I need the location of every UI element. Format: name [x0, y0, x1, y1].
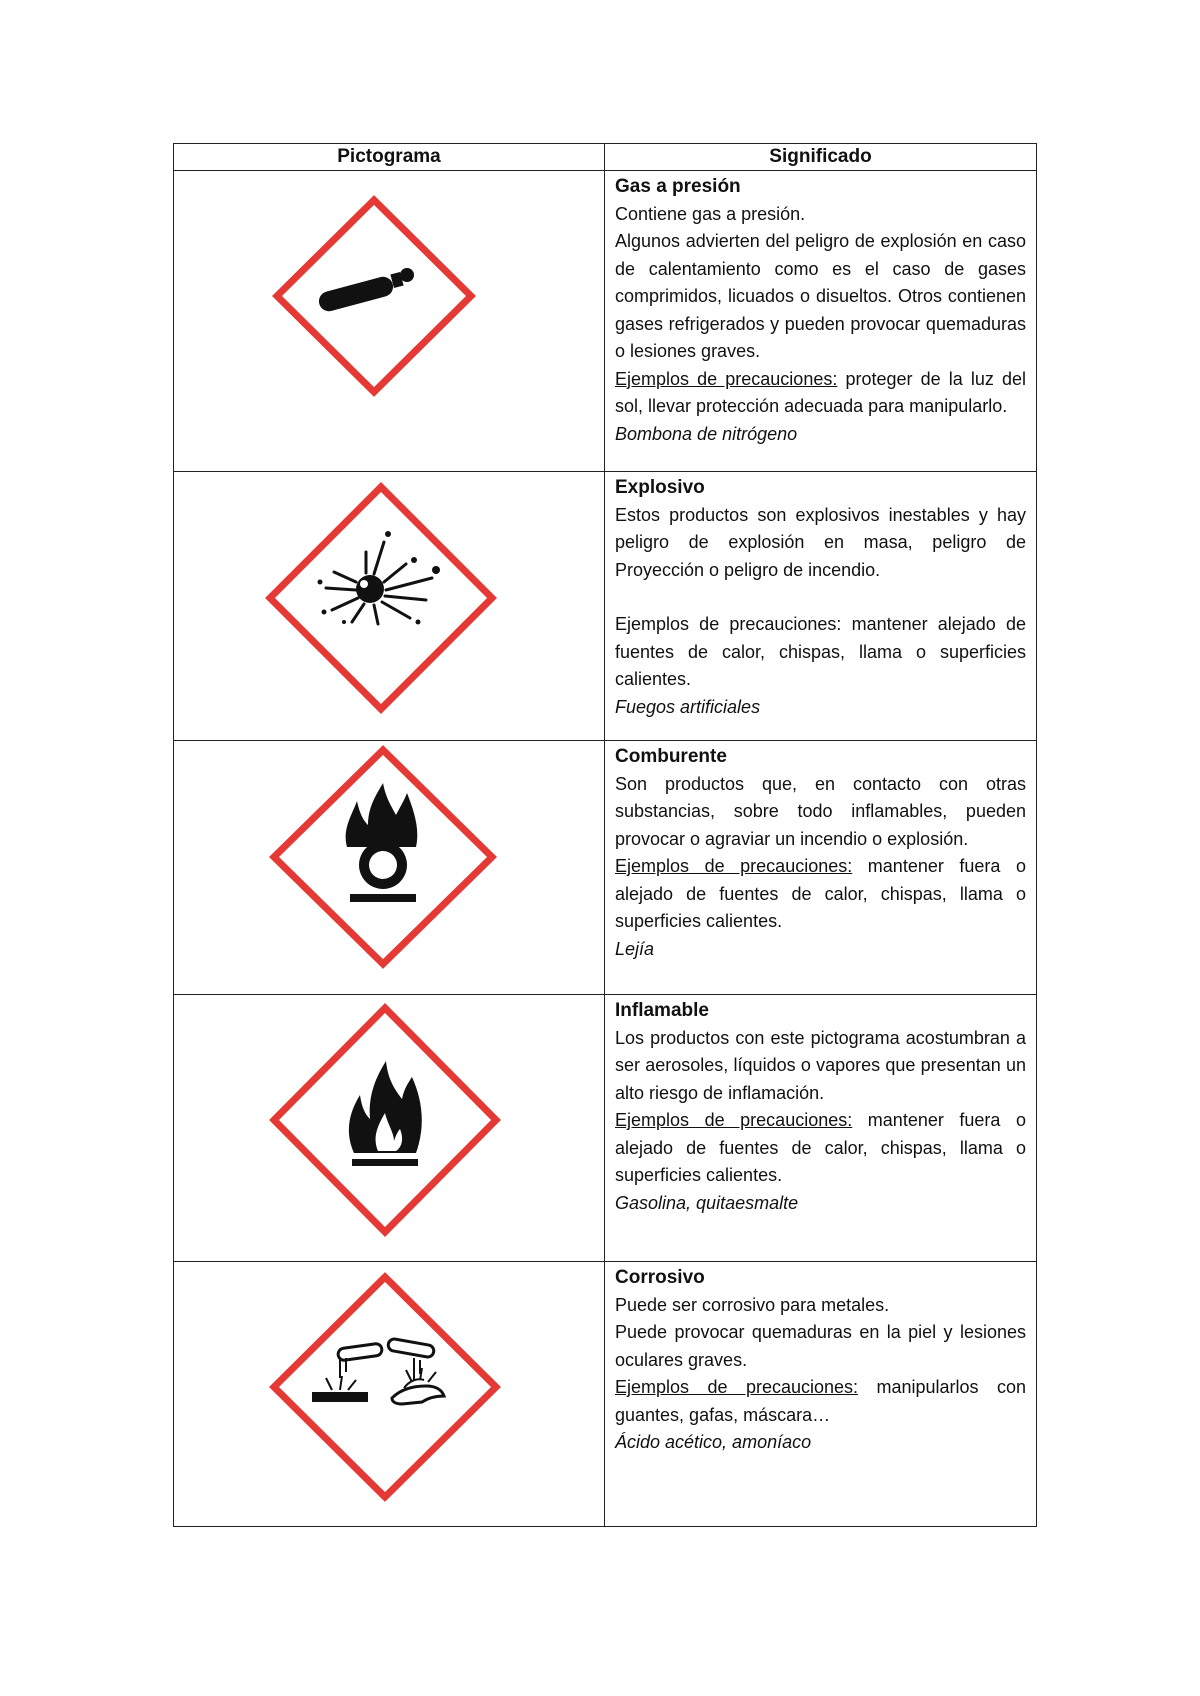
description: Los productos con este pictograma acostumbran a ser aerosoles, líquidos o vapores que presentan un alto riesgo de inflamación.	[615, 1027, 1026, 1103]
exploding-bomb-pictogram-icon	[174, 472, 605, 741]
table-row-flammable	[174, 995, 1037, 1262]
precautions-label: Ejemplos de precauciones:	[615, 1110, 853, 1130]
description: Son productos que, en contacto con otras substancias, sobre todo inflamables, pueden provocar o agraviar un incendio o explosión.	[615, 773, 1026, 849]
description: Puede provocar quemaduras en la piel y lesiones oculares graves.	[615, 1322, 1026, 1370]
meaning-cell	[605, 995, 1037, 1262]
corrosion-pictogram-icon	[174, 1262, 605, 1527]
meaning-cell	[605, 1262, 1037, 1527]
table-row-oxidizer	[174, 741, 1037, 995]
example: Bombona de nitrógeno	[615, 423, 798, 444]
precautions	[615, 366, 1026, 421]
description: Algunos advierten del peligro de explosión en caso de calentamiento como es el caso de gases comprimidos, licuados o disueltos. Otros contienen gases refrigerados y pueden provocar quemaduras o lesiones graves.	[615, 231, 1026, 361]
hazard-title: Comburente	[615, 746, 727, 767]
precautions-text: proteger de la luz del sol, llevar protección adecuada para manipularlo.	[615, 368, 1026, 416]
pictogram-cell	[174, 995, 605, 1262]
description: Puede ser corrosivo para metales.	[615, 1294, 890, 1315]
header-meaning: Significado	[605, 144, 1037, 171]
pictogram-cell	[174, 472, 605, 741]
precautions	[615, 1374, 1026, 1429]
table-row-explosive	[174, 472, 1037, 741]
precautions	[615, 853, 1026, 936]
hazard-title: Explosivo	[615, 477, 705, 498]
description: Estos productos son explosivos inestables y hay peligro de explosión en masa, peligro de Proyección o peligro de incendio.	[615, 504, 1026, 580]
meaning-cell	[605, 741, 1037, 995]
example: Fuegos artificiales	[615, 696, 761, 717]
flame-pictogram-icon	[174, 995, 605, 1262]
description: Contiene gas a presión.	[615, 203, 806, 224]
pictogram-cell	[174, 171, 605, 472]
precautions: Ejemplos de precauciones: mantener alejado de fuentes de calor, chispas, llama o superficies calientes.	[615, 614, 1026, 689]
hazard-title: Inflamable	[615, 1000, 709, 1021]
table-header-row	[174, 144, 1037, 171]
header-pictogram: Pictograma	[174, 144, 605, 171]
example: Gasolina, quitaesmalte	[615, 1192, 799, 1213]
precautions	[615, 1107, 1026, 1190]
precautions-text: mantener fuera o alejado de fuentes de calor, chispas, llama o superficies calientes.	[615, 856, 1027, 931]
hazard-title: Corrosivo	[615, 1267, 705, 1288]
precautions-label: Ejemplos de precauciones:	[615, 856, 853, 876]
pictogram-cell	[174, 741, 605, 995]
example: Lejía	[615, 938, 655, 959]
spacer	[615, 584, 1026, 611]
meaning-cell	[605, 472, 1037, 741]
pictogram-cell	[174, 1262, 605, 1527]
precautions-text: manipularlos con guantes, gafas, máscara…	[615, 1377, 1027, 1425]
meaning-cell	[605, 171, 1037, 472]
precautions-text: mantener fuera o alejado de fuentes de calor, chispas, llama o superficies calientes.	[615, 1110, 1027, 1185]
example: Ácido acético, amoníaco	[615, 1432, 812, 1452]
hazard-title: Gas a presión	[615, 176, 741, 197]
precautions-label: Ejemplos de precauciones:	[615, 368, 838, 389]
flame-over-circle-pictogram-icon	[174, 741, 605, 995]
ghs-pictogram-table	[173, 143, 1037, 1527]
precautions-label: Ejemplos de precauciones:	[615, 1377, 859, 1397]
table-row-corrosive	[174, 1262, 1037, 1527]
table-row-gas	[174, 171, 1037, 472]
gas-cylinder-pictogram-icon	[174, 171, 605, 472]
